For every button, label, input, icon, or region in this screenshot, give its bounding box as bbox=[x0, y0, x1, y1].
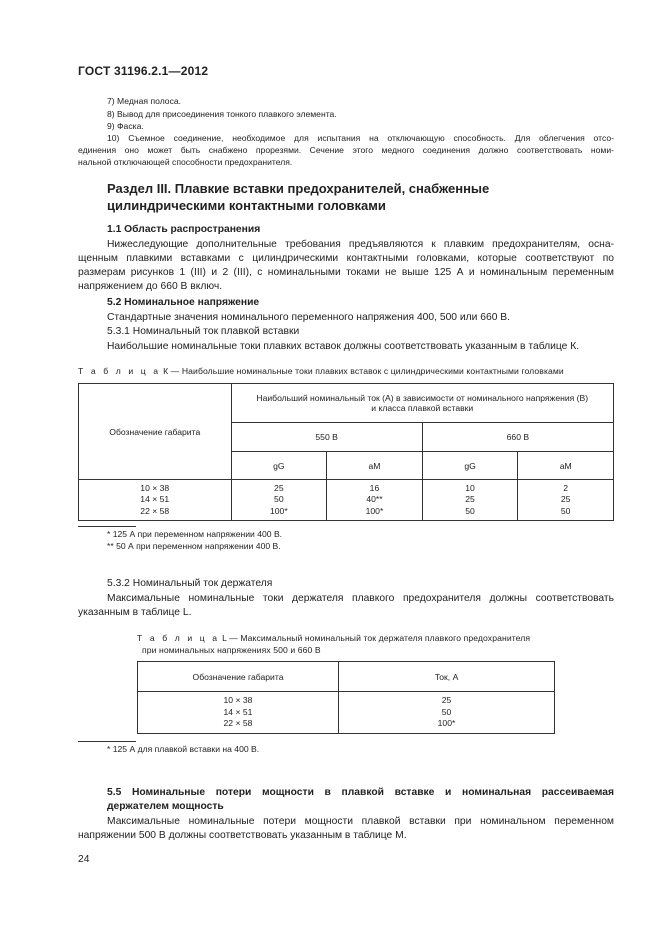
table-k bbox=[78, 383, 614, 521]
table-cell-550-gg bbox=[231, 480, 327, 521]
table-group-header-line: Наибольший номинальный ток (А) в зависимости от номинального напряжения (В) bbox=[256, 393, 589, 403]
table-row bbox=[138, 692, 555, 734]
table-cell-value: 50 bbox=[274, 494, 284, 505]
table-cell-value: 100* bbox=[365, 505, 384, 516]
paragraph-line: Нижеследующие дополнительные требования предъявляются к плавким предохранителям, осна- bbox=[107, 239, 614, 250]
table-cell-value: 10 × 38 bbox=[140, 482, 170, 493]
table-header-cell: 660 В bbox=[422, 423, 613, 452]
subsection-title-line: держателем мощность bbox=[107, 801, 224, 812]
subsection-title: 5.5 Номинальные потери мощности в плавкой вставке и номинальная рассеиваемая bbox=[107, 787, 614, 798]
list-item: 7) Медная полоса. bbox=[107, 96, 182, 106]
table-caption-line: при номинальных напряжениях 500 и 660 В bbox=[142, 645, 321, 655]
table-group-header bbox=[231, 384, 613, 423]
footnote: * 125 А для плавкой вставки на 400 В. bbox=[107, 744, 260, 754]
table-cell-sizes bbox=[79, 480, 232, 521]
table-caption-text: L — Максимальный номинальный ток держателя плавкого предохранителя bbox=[222, 633, 531, 643]
section-title-line: Раздел III. Плавкие вставки предохранителей, снабженные bbox=[107, 181, 490, 196]
table-header-cell: Ток, А bbox=[339, 662, 555, 692]
table-cell-value: 25 bbox=[274, 482, 284, 493]
table-group-header-line: и класса плавкой вставки bbox=[371, 403, 474, 413]
table-header-cell: Обозначение габарита bbox=[79, 384, 232, 480]
table-cell-value: 100* bbox=[269, 505, 288, 516]
note-line: нальной отключающей способности предохранителя. bbox=[78, 157, 293, 167]
table-header-cell: aM bbox=[518, 452, 614, 480]
document-header: ГОСТ 31196.2.1—2012 bbox=[78, 64, 209, 78]
table-header-cell: gG bbox=[422, 452, 518, 480]
page-number: 24 bbox=[78, 854, 90, 865]
table-cell-value: 50 bbox=[441, 706, 452, 717]
paragraph-line: указанным в таблице L. bbox=[78, 607, 192, 618]
list-item: 8) Вывод для присоединения тонкого плавкого элемента. bbox=[107, 109, 337, 119]
footnote: ** 50 А при переменном напряжении 400 В. bbox=[107, 541, 281, 551]
table-cell-value: 40** bbox=[366, 494, 383, 505]
table-cell-value: 25 bbox=[441, 695, 452, 706]
paragraph-line: Максимальные номинальные потери мощности плавкой вставки при номинальном переменном bbox=[107, 816, 614, 827]
list-item: 9) Фаска. bbox=[107, 121, 144, 131]
table-cell-value: 100* bbox=[437, 718, 456, 729]
note-line: 10) Съемное соединение, необходимое для испытания на отключающую способность. Для облегчения отсо- bbox=[107, 133, 614, 143]
table-cell-value: 50 bbox=[465, 505, 475, 516]
footnote-divider bbox=[78, 741, 136, 742]
table-caption bbox=[78, 366, 564, 376]
table-l bbox=[137, 661, 555, 734]
table-header-cell: 550 В bbox=[231, 423, 422, 452]
table-cell-value: 25 bbox=[465, 494, 475, 505]
table-cell-value: 16 bbox=[369, 482, 380, 493]
table-header-cell: Обозначение габарита bbox=[138, 662, 339, 692]
table-cell-value: 14 × 51 bbox=[223, 706, 253, 717]
table-cell-550-am bbox=[327, 480, 423, 521]
footnote: * 125 А при переменном напряжении 400 В. bbox=[107, 529, 283, 539]
table-cell-value: 2 bbox=[563, 482, 569, 493]
table-cell-value: 25 bbox=[560, 494, 571, 505]
section-title-line: цилиндрическими контактными головками bbox=[107, 198, 386, 213]
table-cell-660-am bbox=[518, 480, 614, 521]
table-header-cell: gG bbox=[231, 452, 327, 480]
paragraph-line: Максимальные номинальные токи держателя плавкого предохранителя должны соответствовать bbox=[107, 593, 614, 604]
table-cell-value: 14 × 51 bbox=[140, 494, 170, 505]
table-row bbox=[79, 480, 614, 521]
subsection-title: 5.3.2 Номинальный ток держателя bbox=[107, 578, 273, 589]
table-cell-value: 10 bbox=[465, 482, 475, 493]
table-caption-text: К — Наибольшие номинальные токи плавких вставок с цилиндрическими контактными головками bbox=[163, 366, 564, 376]
table-caption-label: Т а б л и ц а bbox=[137, 633, 220, 643]
subsection-title: 1.1 Область распространения bbox=[107, 224, 261, 235]
table-cell-value: 10 × 38 bbox=[223, 695, 253, 706]
table-header-cell: aM bbox=[327, 452, 423, 480]
table-cell-sizes bbox=[138, 692, 339, 734]
paragraph-line: размерам рисунков 1 (III) и 2 (III), с номинальными токами не выше 125 А и номинальным переменным bbox=[78, 267, 614, 278]
paragraph-line: Наибольшие номинальные токи плавких вставок должны соответствовать указанным в таблице К. bbox=[107, 341, 580, 352]
paragraph-line: напряжением до 660 В включ. bbox=[78, 281, 223, 292]
table-cell-660-gg bbox=[422, 480, 518, 521]
subsection-title: 5.2 Номинальное напряжение bbox=[107, 297, 260, 308]
table-cell-value: 22 × 58 bbox=[223, 718, 253, 729]
table-cell-currents bbox=[339, 692, 555, 734]
paragraph-line: щенным плавкими вставками с цилиндрическими контактными головками, которые соответствуют по bbox=[78, 253, 614, 264]
table-caption bbox=[137, 633, 530, 643]
paragraph-line: напряжении 500 В должны соответствовать указанным в таблице М. bbox=[78, 830, 407, 841]
paragraph-line: Стандартные значения номинального переменного напряжения 400, 500 или 660 В. bbox=[107, 312, 511, 323]
footnote-divider bbox=[78, 526, 136, 527]
note-line: единения оно может быть снабжено прорезями. Сечение этого медного соединения должно соответствовать номи- bbox=[78, 145, 614, 155]
table-cell-value: 50 bbox=[560, 505, 571, 516]
table-cell-value: 22 × 58 bbox=[140, 505, 170, 516]
section-title bbox=[107, 180, 489, 214]
subsection-title: 5.3.1 Номинальный ток плавкой вставки bbox=[107, 326, 300, 337]
table-caption-label: Т а б л и ц а bbox=[78, 366, 161, 376]
